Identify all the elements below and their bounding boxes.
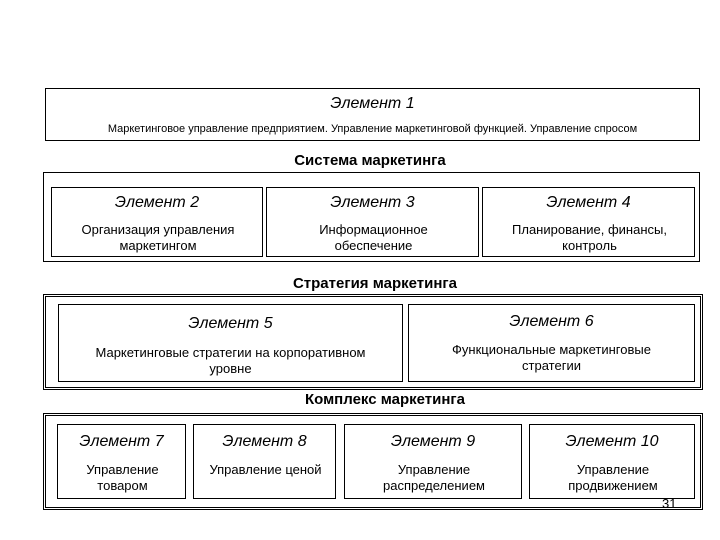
element-6-desc: Функциональные маркетинговые стратегии — [452, 342, 651, 373]
element-7-title: Элемент 7 — [79, 433, 164, 450]
element-6-box — [408, 304, 695, 382]
element-10-box — [529, 424, 695, 499]
complex-title: Комплекс маркетинга — [280, 391, 490, 408]
element-3-desc: Информационное обеспечение — [319, 222, 428, 253]
element-8-desc: Управление ценой — [209, 462, 322, 477]
element-2-desc: Организация управления маркетингом — [81, 222, 235, 253]
element-3-title: Элемент 3 — [330, 194, 415, 211]
element-2-title: Элемент 2 — [114, 194, 200, 211]
element-9-desc: Управление распределением — [383, 462, 485, 493]
element-1-desc: Маркетинговое управление предприятием. Управление маркетинговой функцией. Управление спросом — [107, 123, 638, 135]
element-7-desc: Управление товаром — [86, 462, 159, 493]
element-5-desc: Маркетинговые стратегии на корпоративном уровне — [95, 345, 366, 376]
element-8-title: Элемент 8 — [222, 433, 307, 450]
element-9-box — [344, 424, 522, 499]
element-8-box — [193, 424, 336, 499]
element-5-box — [58, 304, 403, 382]
element-10-desc: Управление продвижением — [568, 462, 658, 493]
strategy-title: Стратегия маркетинга — [270, 275, 480, 292]
element-7-box — [57, 424, 186, 499]
element-4-title: Элемент 4 — [546, 194, 631, 211]
element-4-box — [482, 187, 695, 257]
element-5-title: Элемент 5 — [188, 315, 273, 332]
page-number: 31 — [662, 496, 677, 511]
element-10-title: Элемент 10 — [565, 433, 659, 450]
system-title: Система маркетинга — [270, 152, 470, 169]
element-1-title: Элемент 1 — [330, 95, 415, 112]
element-6-title: Элемент 6 — [509, 313, 594, 330]
element-2-box — [51, 187, 263, 257]
element-9-title: Элемент 9 — [390, 433, 476, 450]
element-1-box — [45, 88, 700, 141]
element-3-box — [266, 187, 479, 257]
element-4-desc: Планирование, финансы, контроль — [512, 222, 667, 253]
